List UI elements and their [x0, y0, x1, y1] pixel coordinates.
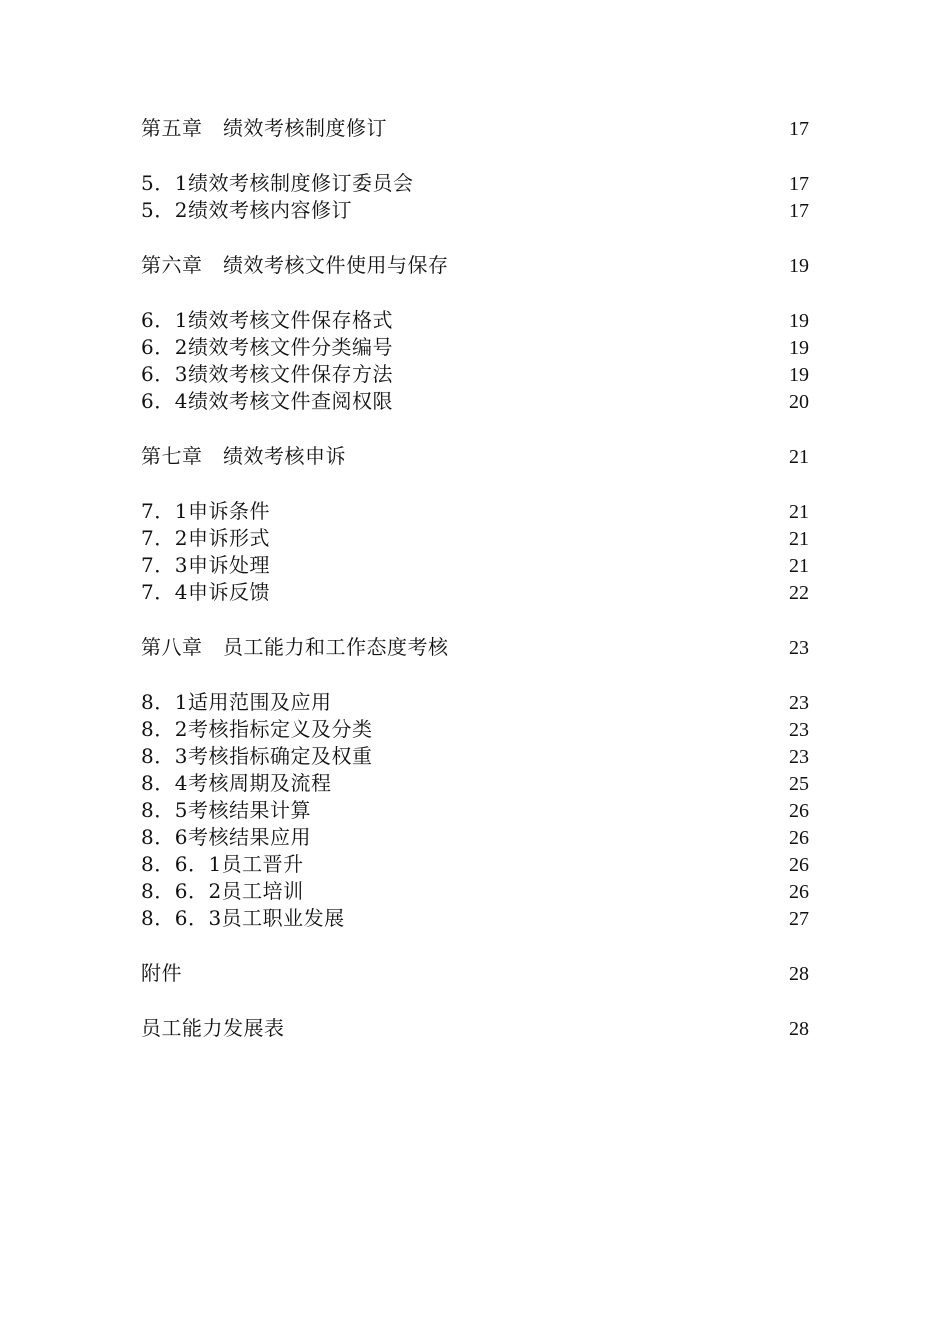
toc-section-row [141, 851, 809, 878]
toc-entry-page-number: 26 [789, 827, 809, 849]
toc-entry-page-number: 25 [789, 773, 809, 795]
toc-entry-title: 8．4考核周期及流程 [141, 771, 332, 795]
toc-entry-title: 8．3考核指标确定及权重 [141, 744, 373, 768]
toc-section-row [141, 689, 809, 716]
toc-entry-title: 8．1适用范围及应用 [141, 690, 332, 714]
toc-entry-page-number: 23 [789, 637, 809, 659]
toc-entry-title: 8．6．1员工晋升 [141, 852, 304, 876]
toc-entry-title: 8．6．3员工职业发展 [141, 906, 345, 930]
toc-entry-page-number: 19 [789, 337, 809, 359]
toc-entry-page-number: 23 [789, 692, 809, 714]
toc-entry-page-number: 17 [789, 118, 809, 140]
toc-section-row [141, 743, 809, 770]
toc-entry-page-number: 19 [789, 364, 809, 386]
toc-section-row [141, 498, 809, 525]
toc-entry-title: 第五章 绩效考核制度修订 [141, 116, 387, 140]
toc-entry-page-number: 22 [789, 582, 809, 604]
toc-entry-title: 员工能力发展表 [141, 1016, 285, 1040]
table-of-contents [141, 115, 809, 1042]
toc-section-row [141, 334, 809, 361]
toc-entry-title: 7．3申诉处理 [141, 553, 270, 577]
toc-section-row [141, 824, 809, 851]
toc-section-row [141, 388, 809, 415]
toc-entry-page-number: 23 [789, 746, 809, 768]
toc-entry-title: 6．4绩效考核文件查阅权限 [141, 389, 393, 413]
toc-entry-title: 7．4申诉反馈 [141, 580, 270, 604]
toc-entry-page-number: 21 [789, 528, 809, 550]
toc-entry-title: 8．2考核指标定义及分类 [141, 717, 373, 741]
toc-entry-title: 第六章 绩效考核文件使用与保存 [141, 253, 449, 277]
toc-entry-title: 附件 [141, 961, 182, 985]
toc-section-row [141, 905, 809, 932]
toc-entry-title: 5．2绩效考核内容修订 [141, 198, 352, 222]
toc-entry-title: 第八章 员工能力和工作态度考核 [141, 635, 449, 659]
toc-entry-page-number: 20 [789, 391, 809, 413]
toc-entry-page-number: 26 [789, 800, 809, 822]
toc-section-row [141, 197, 809, 224]
toc-entry-title: 8．6考核结果应用 [141, 825, 311, 849]
toc-entry-title: 8．6．2员工培训 [141, 879, 304, 903]
toc-entry-page-number: 19 [789, 255, 809, 277]
toc-section-row [141, 716, 809, 743]
toc-section-row [141, 170, 809, 197]
toc-chapter-row [141, 1015, 809, 1042]
toc-entry-page-number: 26 [789, 881, 809, 903]
toc-entry-page-number: 19 [789, 310, 809, 332]
toc-section-row [141, 361, 809, 388]
toc-chapter-row [141, 634, 809, 661]
toc-chapter-row [141, 252, 809, 279]
toc-entry-page-number: 28 [789, 963, 809, 985]
toc-entry-page-number: 28 [789, 1018, 809, 1040]
toc-section-row [141, 878, 809, 905]
toc-entry-page-number: 21 [789, 501, 809, 523]
toc-section-row [141, 525, 809, 552]
toc-entry-title: 7．1申诉条件 [141, 499, 270, 523]
toc-section-row [141, 307, 809, 334]
toc-entry-title: 第七章 绩效考核申诉 [141, 444, 346, 468]
toc-entry-title: 7．2申诉形式 [141, 526, 270, 550]
toc-chapter-row [141, 115, 809, 142]
toc-entry-page-number: 26 [789, 854, 809, 876]
toc-entry-page-number: 21 [789, 555, 809, 577]
toc-section-row [141, 770, 809, 797]
toc-entry-page-number: 27 [789, 908, 809, 930]
toc-entry-title: 5．1绩效考核制度修订委员会 [141, 171, 414, 195]
toc-entry-page-number: 23 [789, 719, 809, 741]
toc-entry-title: 8．5考核结果计算 [141, 798, 311, 822]
toc-chapter-row [141, 960, 809, 987]
toc-entry-page-number: 17 [789, 200, 809, 222]
toc-entry-title: 6．3绩效考核文件保存方法 [141, 362, 393, 386]
toc-section-row [141, 579, 809, 606]
toc-entry-title: 6．1绩效考核文件保存格式 [141, 308, 393, 332]
toc-entry-page-number: 17 [789, 173, 809, 195]
toc-chapter-row [141, 443, 809, 470]
toc-entry-title: 6．2绩效考核文件分类编号 [141, 335, 393, 359]
toc-section-row [141, 552, 809, 579]
toc-section-row [141, 797, 809, 824]
toc-entry-page-number: 21 [789, 446, 809, 468]
